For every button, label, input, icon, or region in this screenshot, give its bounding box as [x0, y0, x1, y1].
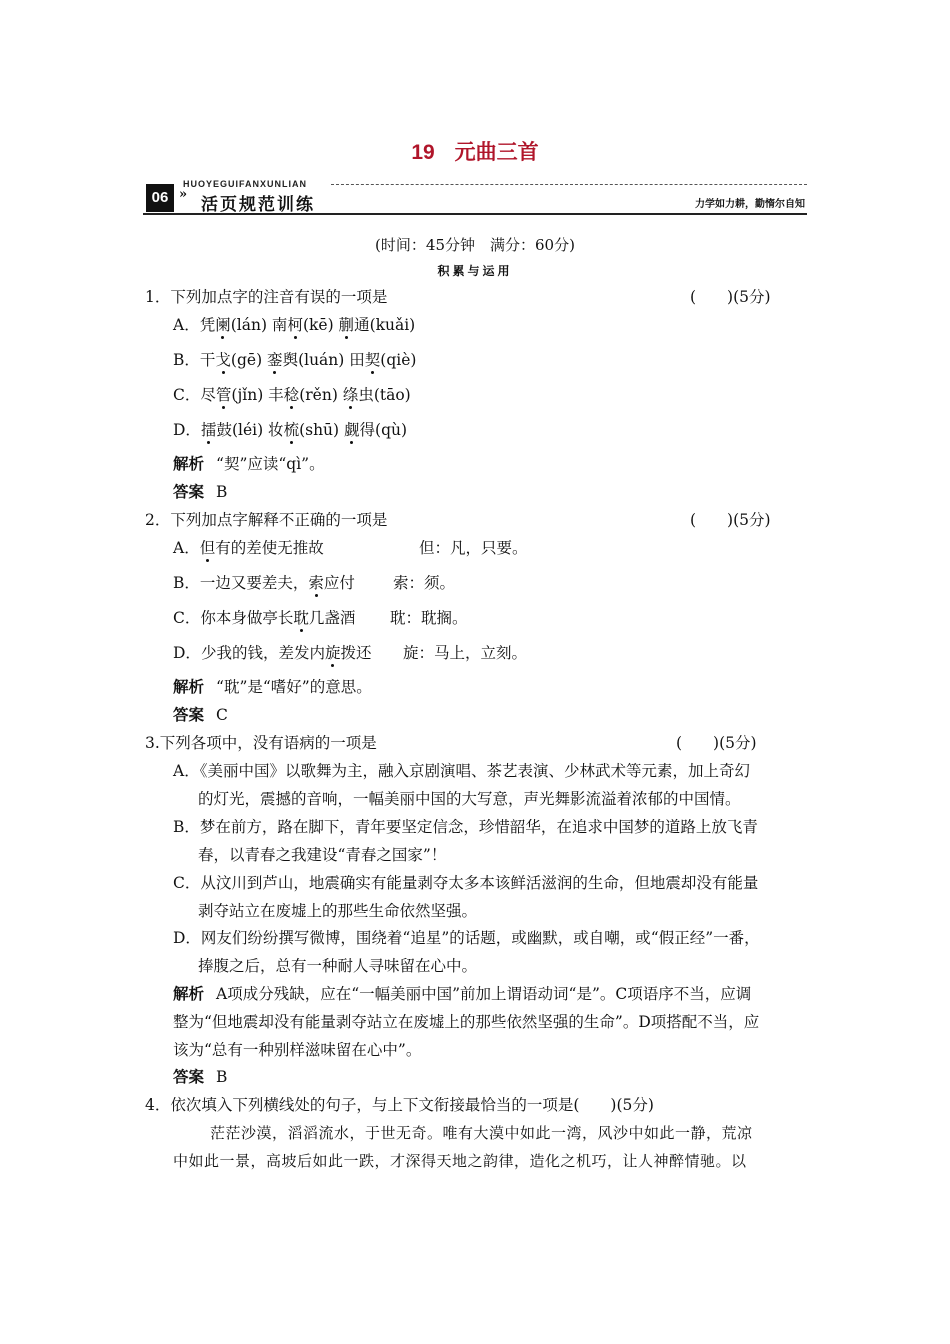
option-letter: B．	[173, 574, 200, 592]
text: (qiè)	[380, 351, 417, 369]
q4-passage-line1: 茫茫沙漠，滔滔流水，于世无奇。唯有大漠中如此一湾，风沙中如此一静，荒凉	[210, 1124, 753, 1142]
text: (shū)	[299, 421, 345, 439]
q2-stem: 2．下列加点字解释不正确的一项是	[145, 511, 388, 529]
q2-gloss-a: 但：凡，只要。	[419, 539, 528, 557]
q2-answer	[173, 704, 228, 726]
text: (gē)	[230, 351, 268, 369]
option-letter: D．	[173, 644, 201, 662]
q1-score: ( )(5分)	[690, 288, 771, 306]
time-score-info: (时间：45分钟 满分：60分)	[375, 236, 575, 254]
lesson-number: 19	[411, 141, 435, 164]
analysis-text: A项成分残缺，应在“一幅美丽中国”前加上谓语动词“是”。C项语序不当，应调	[216, 985, 752, 1003]
answer-value: B	[216, 1068, 228, 1086]
q3-analysis-line1	[173, 983, 751, 1005]
q4-passage-line2: 中如此一景，高坡后如此一跌，才深得天地之韵律，造化之机巧，让人神醉情驰。以	[173, 1152, 747, 1170]
analysis-label: 解析	[173, 454, 205, 473]
q1-option-c	[173, 384, 411, 406]
q2-gloss-c: 耽：耽搁。	[390, 609, 468, 627]
answer-label: 答案	[173, 482, 205, 501]
emphasized-char: 稔	[283, 386, 300, 404]
text: 凭	[199, 316, 216, 334]
section-heading: 积累与运用	[437, 264, 513, 278]
text: 鼓(léi) 妆	[216, 421, 284, 439]
text: 干	[199, 351, 216, 369]
option-letter: A．	[173, 316, 200, 334]
q2-analysis	[173, 676, 372, 698]
text: 你本身做亭长	[200, 609, 294, 627]
text: 通(kuǎi)	[354, 316, 416, 334]
q3-analysis-line2: 整为“但地震却没有能量剥夺站立在废墟上的那些依然坚强的生命”。D项搭配不当，应	[173, 1013, 760, 1031]
banner-title: 活页规范训练	[201, 195, 315, 215]
q2-option-c	[173, 607, 355, 629]
option-letter: C．	[173, 386, 201, 404]
emphasized-char: 阑	[215, 316, 231, 334]
option-letter: B．	[173, 351, 200, 369]
analysis-text: “契”应读“qì”。	[216, 455, 325, 473]
text: 得(qù)	[359, 421, 408, 439]
banner-motto: 力学如力耕，勤惰尔自知	[695, 199, 805, 210]
text: (jǐn) 丰	[231, 386, 284, 404]
q2-option-b	[173, 572, 355, 594]
q2-score: ( )(5分)	[690, 511, 771, 529]
q1-option-d	[173, 419, 407, 441]
emphasized-char: 柯	[287, 316, 303, 334]
answer-value: B	[216, 483, 228, 501]
q3-option-d-line2: 捧腹之后，总有一种耐人寻味留在心中。	[198, 957, 478, 975]
answer-label: 答案	[173, 705, 205, 724]
emphasized-char: 绦	[342, 386, 359, 404]
emphasized-char: 梳	[283, 421, 300, 439]
section-banner	[143, 172, 807, 218]
analysis-text: “耽”是“嗜好”的意思。	[216, 678, 372, 696]
banner-pinyin: HUOYEGUIFANXUNLIAN	[183, 179, 308, 189]
q3-option-b-line2: 春，以青春之我建设“青春之国家”！	[198, 846, 447, 864]
q4-stem: 4．依次填入下列横线处的句子，与上下文衔接最恰当的一项是( )(5分)	[145, 1096, 654, 1114]
option-letter: C．	[173, 609, 201, 627]
emphasized-char: 索	[308, 574, 324, 592]
double-arrow-icon: »	[179, 187, 188, 202]
emphasized-char: 但	[199, 539, 216, 557]
q2-option-a	[173, 537, 324, 559]
banner-badge: 06	[146, 184, 174, 212]
emphasized-char: 蒯	[338, 316, 355, 334]
q1-analysis	[173, 453, 325, 475]
emphasized-char: 旋	[324, 644, 341, 662]
q3-option-c-line2: 剥夺站立在废墟上的那些生命依然坚强。	[198, 902, 478, 920]
q3-option-a-line1: A．《美丽中国》以歌舞为主，融入京剧演唱、茶艺表演、少林武术等元素，加上奇幻	[173, 762, 750, 780]
q3-option-b-line1: B．梦在前方，路在脚下，青年要坚定信念，珍惜韶华，在追求中国梦的道路上放飞青	[173, 818, 758, 836]
emphasized-char: 戈	[215, 351, 231, 369]
q2-gloss-d: 旋：马上，立刻。	[403, 644, 528, 662]
q3-answer	[173, 1066, 227, 1088]
text: 舆(luán) 田	[282, 351, 365, 369]
text: (rěn)	[299, 386, 343, 404]
text: 一边又要差夫，	[199, 574, 309, 592]
q3-stem: 3.下列各项中，没有语病的一项是	[145, 734, 377, 752]
option-letter: A．	[173, 539, 200, 557]
q1-option-b	[173, 349, 416, 371]
emphasized-char: 擂	[200, 421, 217, 439]
q3-score: ( )(5分)	[676, 734, 757, 752]
q1-stem: 1．下列加点字的注音有误的一项是	[145, 288, 388, 306]
text: 几盏酒	[308, 609, 356, 627]
q3-option-d-line1: D．网友们纷纷撰写微博，围绕着“追星”的话题，或幽默，或自嘲，或“假正经”一番，	[173, 929, 760, 947]
emphasized-char: 耽	[293, 609, 309, 627]
q3-option-a-line2: 的灯光，震撼的音响，一幅美丽中国的大写意，声光舞影流溢着浓郁的中国情。	[198, 790, 741, 808]
text: 少我的钱，差发内	[200, 644, 325, 662]
q1-answer	[173, 481, 227, 503]
text: 拨还	[340, 644, 372, 662]
lesson-title: 元曲三首	[454, 139, 539, 164]
text: (kē)	[302, 316, 339, 334]
q3-analysis-line3: 该为“总有一种别样滋味留在心中”。	[173, 1041, 422, 1059]
q2-option-d	[173, 642, 371, 664]
emphasized-char: 契	[364, 351, 381, 369]
text: (lán) 南	[230, 316, 288, 334]
text: 应付	[323, 574, 355, 592]
page-title	[0, 136, 950, 166]
q3-option-c-line1: C．从汶川到芦山，地震确实有能量剥夺太多本该鲜活滋润的生命，但地震却没有能量	[173, 874, 759, 892]
answer-label: 答案	[173, 1067, 205, 1086]
banner-dashed-rule	[331, 184, 807, 185]
emphasized-char: 管	[215, 386, 232, 404]
analysis-label: 解析	[173, 984, 205, 1003]
banner-rule	[143, 213, 807, 215]
emphasized-char: 觑	[344, 421, 360, 439]
answer-value: C	[216, 706, 228, 724]
q2-gloss-b: 索：须。	[393, 574, 456, 592]
q1-option-a	[173, 314, 415, 336]
analysis-label: 解析	[173, 677, 205, 696]
text: 虫(tāo)	[358, 386, 411, 404]
option-letter: D．	[173, 421, 201, 439]
text: 有的差使无推故	[215, 539, 324, 557]
text: 尽	[200, 386, 216, 404]
emphasized-char: 銮	[267, 351, 283, 369]
